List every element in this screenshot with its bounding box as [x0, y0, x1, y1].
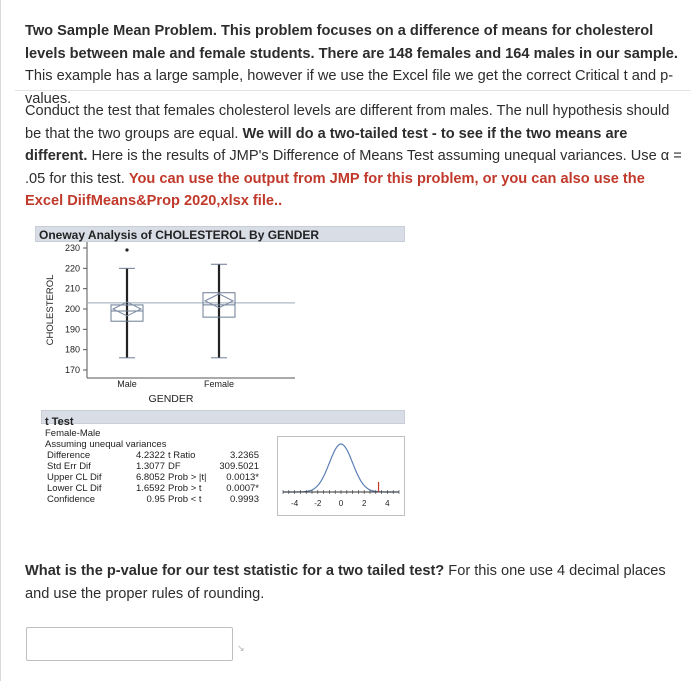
- tdist-tick-label: 4: [385, 499, 390, 508]
- ttest-title: t Test: [45, 416, 74, 428]
- divider: [15, 90, 691, 91]
- oneway-plot: [35, 242, 405, 412]
- y-tick-label: 210: [64, 283, 80, 294]
- instructions-part1: Conduct the test that females cholesterol levels are different from males. The null hypothesis should be that the two groups are equal.: [25, 103, 670, 142]
- t-distribution-plot: [277, 436, 405, 516]
- ttest-row-value: 6.8052: [135, 472, 165, 483]
- intro-rest: This example has a large sample, however if we use the Excel file we get the correct Critical t and p-values.: [25, 68, 674, 107]
- y-tick-label: 180: [64, 344, 80, 355]
- x-tick-label-male: Male: [117, 379, 137, 389]
- answer-input[interactable]: [26, 627, 233, 661]
- ttest-assumption: Assuming unequal variances: [45, 439, 167, 450]
- y-tick-label: 230: [64, 243, 80, 253]
- instructions-highlight: You can use the output from JMP for this problem, or you can also use the Excel DiifMeans&Prop 2020,xlsx file..: [25, 170, 645, 209]
- ttest-row-stat: Prob < t: [168, 494, 202, 505]
- ttest-row-stat-value: 0.9993: [229, 494, 259, 505]
- instructions-bold: We will do a two-tailed test - to see if the two means are different.: [25, 125, 628, 164]
- ttest-row-stat-value: 309.5021: [219, 461, 259, 472]
- ttest-row-stat: t Ratio: [168, 450, 196, 461]
- ttest-row-value: 4.2322: [135, 450, 165, 461]
- ttest-row-value: 1.3077: [135, 461, 165, 472]
- ttest-row-label: Std Err Dif: [47, 461, 91, 472]
- ttest-row-stat-value: 3.2365: [229, 450, 259, 461]
- ttest-header-bar: [41, 410, 405, 424]
- ttest-row-stat: Prob > |t|: [168, 472, 207, 483]
- question-text: [25, 560, 685, 605]
- ttest-row-stat: DF: [168, 461, 181, 472]
- resize-handle-icon[interactable]: ↘: [237, 643, 245, 653]
- instructions-paragraph: [25, 100, 685, 213]
- ttest-row-label: Lower CL Dif: [47, 483, 102, 494]
- tdist-tick-label: 0: [338, 499, 344, 508]
- outlier-point: [125, 248, 128, 251]
- y-tick-label: 190: [64, 324, 80, 335]
- y-axis-label: CHOLESTEROL: [45, 274, 56, 346]
- x-axis-label: GENDER: [148, 393, 194, 405]
- ttest-row-stat: Prob > t: [168, 483, 202, 494]
- tdist-tick-label: 2: [361, 499, 367, 508]
- oneway-title: Oneway Analysis of CHOLESTEROL By GENDER: [35, 226, 405, 242]
- y-tick-label: 220: [64, 263, 80, 274]
- tdist-tick-label: -4: [291, 499, 299, 508]
- ttest-row-stat-value: 0.0013*: [226, 472, 259, 483]
- instructions-part2: Here is the results of JMP's Difference of Means Test assuming unequal variances. Use α = .05 for this test.: [25, 148, 682, 187]
- intro-bold: Two Sample Mean Problem. This problem focuses on a difference of means for cholesterol levels between male and female students. There are 148 females and 164 males in our sample.: [25, 23, 678, 62]
- y-tick-label: 200: [64, 304, 80, 314]
- y-tick-label: 170: [64, 365, 80, 375]
- question-bold: What is the p-value for our test statistic for a two tailed test?: [25, 563, 445, 579]
- question-rest: For this one use 4 decimal places and use the proper rules of rounding.: [25, 563, 666, 602]
- ttest-row-value: 0.95: [146, 494, 165, 505]
- intro-paragraph: [25, 20, 685, 110]
- tdist-tick-label: -2: [314, 499, 322, 508]
- ttest-row-label: Difference: [47, 450, 91, 461]
- ttest-row-label: Upper CL Dif: [47, 472, 102, 483]
- ttest-row-stat-value: 0.0007*: [226, 483, 259, 494]
- ttest-row-label: Confidence: [47, 494, 96, 505]
- x-tick-label-female: Female: [203, 379, 235, 389]
- ttest-row-value: 1.6592: [135, 483, 165, 494]
- ttest-comparison: Female-Male: [45, 428, 101, 439]
